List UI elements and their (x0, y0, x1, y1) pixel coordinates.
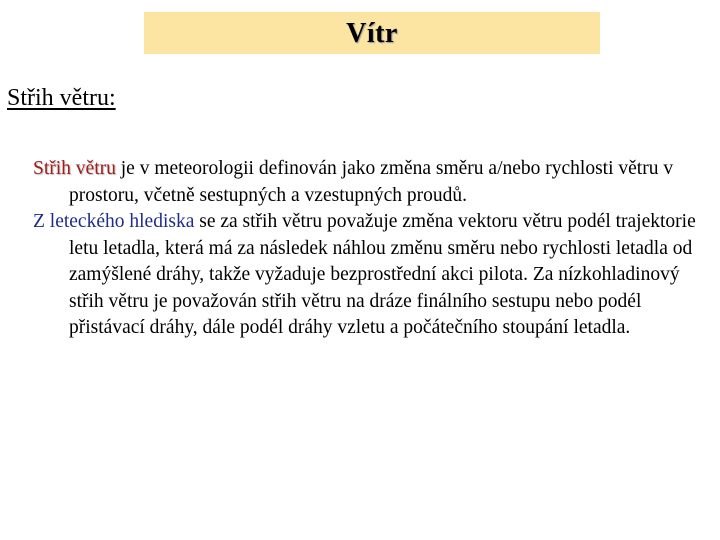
section-heading: Střih větru: (7, 85, 116, 111)
term-aviation-view: Z leteckého hlediska (33, 211, 195, 232)
paragraph-definition-text: je v meteorologii definován jako změna směru a/nebo rychlosti větru v prostoru, včetně sestupných a vzestupných proudů. (69, 158, 674, 206)
term-wind-shear: Střih větru (33, 158, 116, 179)
slide-title: Vítr (346, 18, 398, 49)
title-bar (144, 12, 600, 54)
slide-content (33, 156, 713, 342)
paragraph-definition (33, 156, 713, 209)
paragraph-aviation-text: se za střih větru považuje změna vektoru větru podél trajektorie letu letadla, která má za následek náhlou změnu směru nebo rychlosti letadla od zamýšlené dráhy, takže vyžaduje bezprostřední akci pilota. Za nízkohladinový střih větru je považován střih větru na dráze finálního sestupu nebo podél přistávací dráhy, dále podél dráhy vzletu a počátečního stoupání letadla. (69, 211, 696, 338)
paragraph-aviation (33, 209, 713, 342)
